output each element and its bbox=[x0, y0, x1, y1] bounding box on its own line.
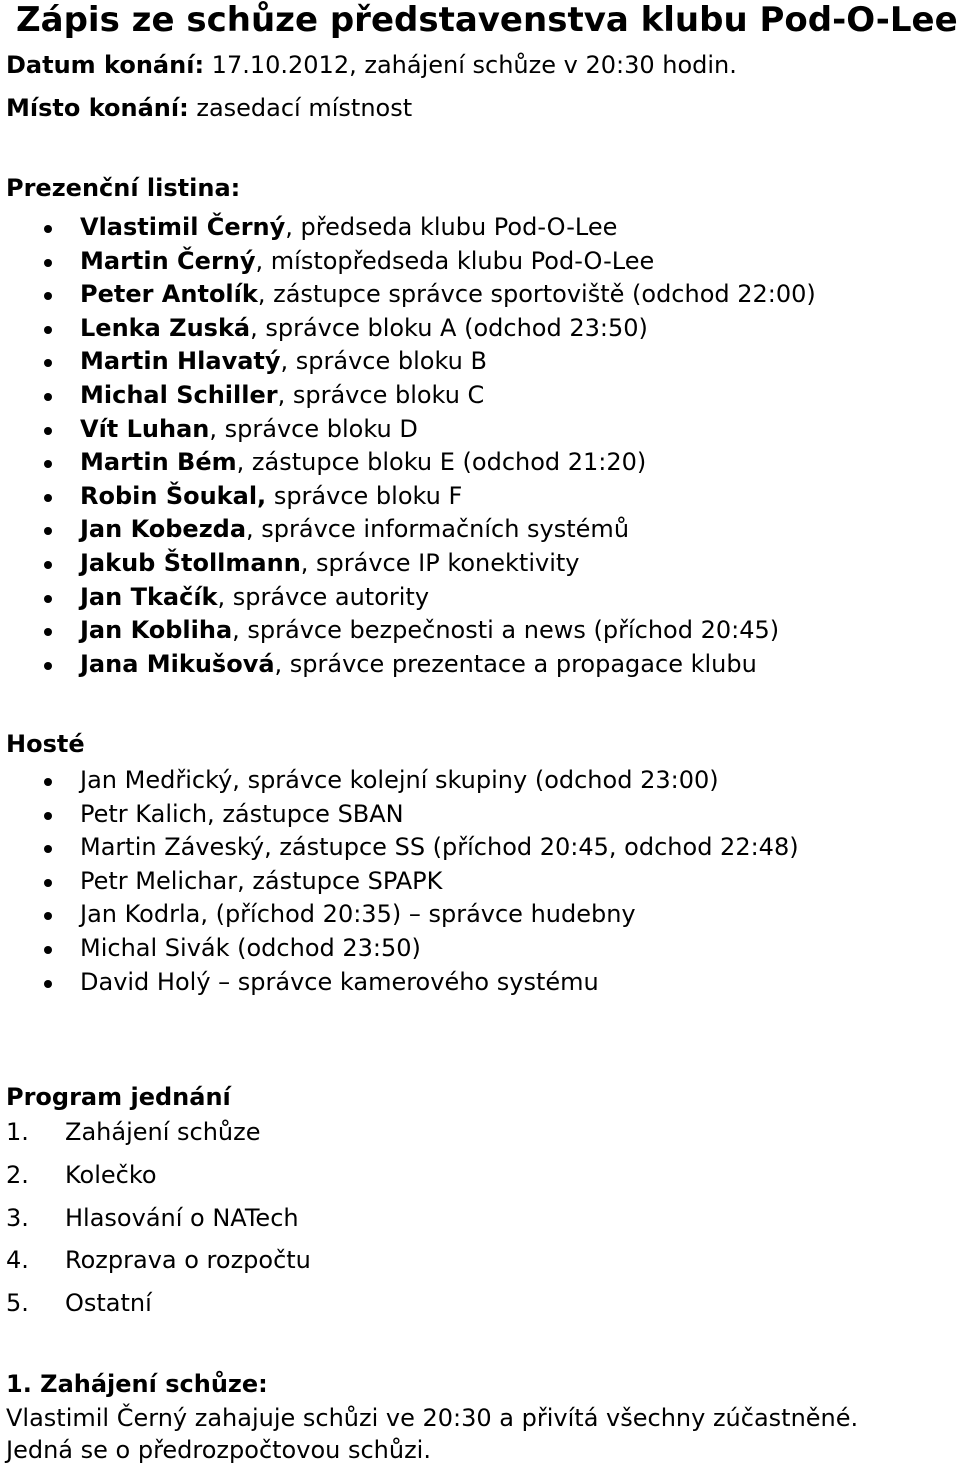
attendee-role: , správce bloku C bbox=[277, 380, 485, 409]
bullet-icon bbox=[44, 527, 52, 535]
guest-item bbox=[0, 898, 799, 932]
attendee-name: Lenka Zuská bbox=[80, 313, 251, 342]
attendee-role: , správce bloku B bbox=[280, 347, 487, 376]
bullet-icon bbox=[44, 393, 52, 401]
attendee-name: Martin Hlavatý bbox=[80, 347, 281, 376]
guest-item bbox=[0, 865, 799, 899]
attendee-item bbox=[0, 312, 816, 346]
attendee-item bbox=[0, 211, 816, 245]
agenda-item bbox=[0, 1287, 311, 1330]
document-title: Zápis ze schůze představenstva klubu Pod-O-Lee bbox=[16, 0, 958, 40]
attendance-list bbox=[0, 211, 816, 681]
attendee-role: , místopředseda klubu Pod-O-Lee bbox=[255, 246, 655, 275]
guest-text: Michal Sivák (odchod 23:50) bbox=[80, 933, 421, 962]
attendee-role: správce bloku F bbox=[266, 481, 463, 510]
bullet-icon bbox=[44, 980, 52, 988]
attendee-role: , správce bloku A (odchod 23:50) bbox=[250, 313, 648, 342]
agenda-item-number: 4. bbox=[6, 1246, 29, 1275]
attendee-item bbox=[0, 446, 816, 480]
bullet-icon bbox=[44, 427, 52, 435]
attendee-item bbox=[0, 379, 816, 413]
attendee-name: Robin Šoukal, bbox=[80, 481, 267, 510]
bullet-icon bbox=[44, 879, 52, 887]
agenda-item-number: 5. bbox=[6, 1289, 29, 1318]
attendee-item bbox=[0, 614, 816, 648]
bullet-icon bbox=[44, 812, 52, 820]
attendee-role: , správce bloku D bbox=[209, 414, 418, 443]
bullet-icon bbox=[44, 662, 52, 670]
agenda-item bbox=[0, 1159, 311, 1202]
section-1-heading: 1. Zahájení schůze: bbox=[6, 1370, 268, 1398]
meeting-date bbox=[6, 49, 737, 83]
bullet-icon bbox=[44, 494, 52, 502]
meeting-place bbox=[6, 92, 412, 126]
attendance-heading: Prezenční listina: bbox=[6, 174, 241, 202]
agenda-item bbox=[0, 1244, 311, 1287]
attendee-item bbox=[0, 245, 816, 279]
guest-item bbox=[0, 764, 799, 798]
attendee-item bbox=[0, 413, 816, 447]
bullet-icon bbox=[44, 259, 52, 267]
guest-text: Petr Kalich, zástupce SBAN bbox=[80, 799, 404, 828]
attendee-item bbox=[0, 345, 816, 379]
date-value: 17.10.2012, zahájení schůze v 20:30 hodin. bbox=[204, 51, 737, 79]
guest-text: Jan Kodrla, (příchod 20:35) – správce hudebny bbox=[80, 900, 636, 929]
attendee-name: Jakub Štollmann bbox=[80, 548, 301, 577]
agenda-item-number: 2. bbox=[6, 1160, 29, 1189]
guest-text: Martin Záveský, zástupce SS (příchod 20:45, odchod 22:48) bbox=[80, 833, 799, 862]
section-1-text-line-2: Jedná se o předrozpočtovou schůzi. bbox=[6, 1436, 431, 1464]
attendee-name: Martin Bém bbox=[80, 448, 237, 477]
place-value: zasedací místnost bbox=[188, 94, 413, 122]
agenda-item-number: 1. bbox=[6, 1118, 29, 1146]
attendee-name: Jan Kobezda bbox=[80, 515, 247, 544]
bullet-icon bbox=[44, 845, 52, 853]
bullet-icon bbox=[44, 561, 52, 569]
attendee-name: Jan Tkačík bbox=[80, 582, 218, 611]
guest-text: David Holý – správce kamerového systému bbox=[80, 967, 599, 996]
bullet-icon bbox=[44, 460, 52, 468]
guest-text: Jan Medřický, správce kolejní skupiny (odchod 23:00) bbox=[80, 766, 719, 794]
guest-item bbox=[0, 831, 799, 865]
attendee-item bbox=[0, 480, 816, 514]
attendee-role: , správce autority bbox=[217, 582, 430, 611]
agenda-item bbox=[0, 1202, 311, 1245]
guest-text: Petr Melichar, zástupce SPAPK bbox=[80, 866, 443, 895]
attendee-role: , správce bezpečnosti a news (příchod 20:45) bbox=[232, 616, 780, 645]
guests-heading: Hosté bbox=[6, 730, 85, 758]
attendee-role: , předseda klubu Pod-O-Lee bbox=[285, 213, 618, 241]
attendee-role: , správce IP konektivity bbox=[300, 548, 580, 577]
attendee-item bbox=[0, 547, 816, 581]
agenda-item-label: Hlasování o NATech bbox=[65, 1203, 299, 1232]
bullet-icon bbox=[44, 912, 52, 920]
guest-item bbox=[0, 798, 799, 832]
attendee-item bbox=[0, 513, 816, 547]
guests-list bbox=[0, 764, 799, 999]
agenda-list bbox=[0, 1116, 311, 1330]
attendee-item bbox=[0, 278, 816, 312]
attendee-name: Vlastimil Černý bbox=[80, 213, 286, 241]
attendee-name: Jan Kobliha bbox=[80, 616, 233, 645]
bullet-icon bbox=[44, 225, 52, 233]
bullet-icon bbox=[44, 326, 52, 334]
bullet-icon bbox=[44, 778, 52, 786]
agenda-item bbox=[0, 1116, 311, 1159]
attendee-name: Jana Mikušová bbox=[80, 649, 275, 678]
date-label: Datum konání: bbox=[6, 51, 205, 79]
attendee-item bbox=[0, 581, 816, 615]
bullet-icon bbox=[44, 292, 52, 300]
guest-item bbox=[0, 966, 799, 1000]
guest-item bbox=[0, 932, 799, 966]
attendee-name: Martin Černý bbox=[80, 246, 256, 275]
attendee-role: , zástupce bloku E (odchod 21:20) bbox=[236, 448, 647, 477]
agenda-item-label: Ostatní bbox=[65, 1289, 152, 1318]
bullet-icon bbox=[44, 359, 52, 367]
attendee-item bbox=[0, 648, 816, 682]
attendee-role: , zástupce správce sportoviště (odchod 22:00) bbox=[257, 280, 816, 309]
bullet-icon bbox=[44, 595, 52, 603]
section-1-text-line-1: Vlastimil Černý zahajuje schůzi ve 20:30 a přivítá všechny zúčastněné. bbox=[6, 1404, 859, 1432]
agenda-heading: Program jednání bbox=[6, 1083, 231, 1111]
attendee-name: Vít Luhan bbox=[80, 414, 210, 443]
bullet-icon bbox=[44, 946, 52, 954]
attendee-name: Peter Antolík bbox=[80, 280, 258, 309]
agenda-item-number: 3. bbox=[6, 1203, 29, 1232]
agenda-item-label: Kolečko bbox=[65, 1160, 157, 1189]
attendee-name: Michal Schiller bbox=[80, 380, 278, 409]
bullet-icon bbox=[44, 628, 52, 636]
attendee-role: , správce informačních systémů bbox=[246, 515, 630, 544]
agenda-item-label: Rozprava o rozpočtu bbox=[65, 1246, 311, 1275]
agenda-item-label: Zahájení schůze bbox=[65, 1118, 261, 1146]
place-label: Místo konání: bbox=[6, 94, 189, 122]
attendee-role: , správce prezentace a propagace klubu bbox=[274, 649, 757, 678]
